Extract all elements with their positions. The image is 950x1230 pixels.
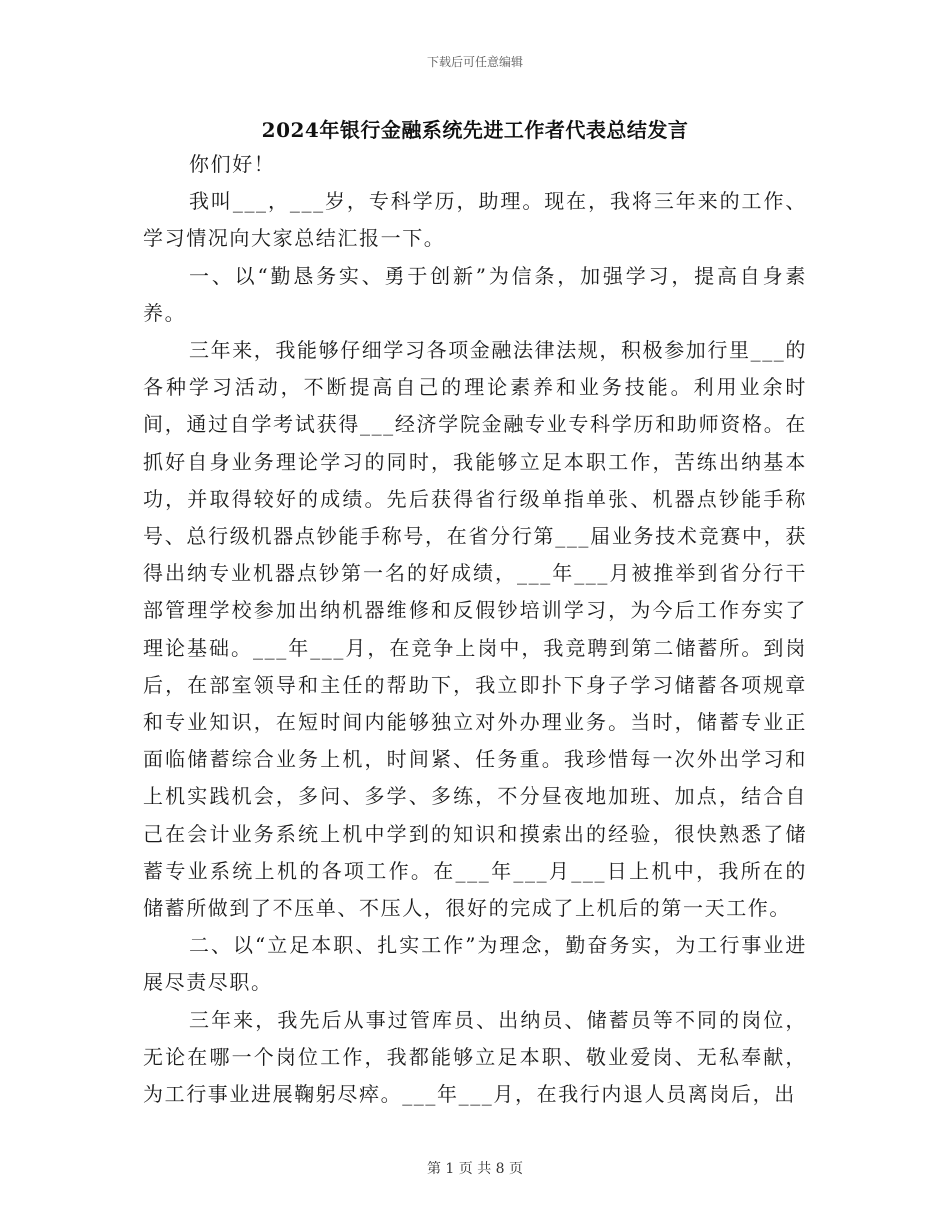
- paragraph-intro: 我叫___，___岁，专科学历，助理。现在，我将三年来的工作、学习情况向大家总结汇报一下。: [143, 189, 807, 251]
- paragraph-heading-two: 二、以“立足本职、扎实工作”为理念，勤奋务实，为工行事业进展尽责尽职。: [143, 933, 807, 995]
- page-number: 第 1 页 共 8 页: [426, 1161, 524, 1177]
- paragraph-positions: 三年来，我先后从事过管库员、出纳员、储蓄员等不同的岗位，无论在哪一个岗位工作，我都能够立足本职、敬业爱岗、无私奉献，为工行事业进展鞠躬尽瘁。___年___月，在我行内退人员离岗后，出: [143, 1007, 807, 1107]
- paragraph-heading-one: 一、以“勤恳务实、勇于创新”为信条，加强学习，提高自身素养。: [143, 263, 807, 325]
- paragraph-learning: 三年来，我能够仔细学习各项金融法律法规，积极参加行里___的各种学习活动，不断提高自己的理论素养和业务技能。利用业余时间，通过自学考试获得___经济学院金融专业专科学历和助师资格。在抓好自身业务理论学习的同时，我能够立足本职工作，苦练出纳基本功，并取得较好的成绩。先后获得省行级单指单张、机器点钞能手称号、总行级机器点钞能手称号，在省分行第___届业务技术竞赛中，获得出纳专业机器点钞第一名的好成绩，___年___月被推举到省分行干部管理学校参加出纳机器维修和反假钞培训学习，为今后工作夯实了理论基础。___年___月，在竞争上岗中，我竞聘到第二储蓄所。到岗后，在部室领导和主任的帮助下，我立即扑下身子学习储蓄各项规章和专业知识，在短时间内能够独立对外办理业务。当时，储蓄专业正面临储蓄综合业务上机，时间紧、任务重。我珍惜每一次外出学习和上机实践机会，多问、多学、多练，不分昼夜地加班、加点，结合自己在会计业务系统上机中学到的知识和摸索出的经验，很快熟悉了储蓄专业系统上机的各项工作。在___年___月___日上机中，我所在的储蓄所做到了不压单、不压人，很好的完成了上机后的第一天工作。: [143, 338, 807, 921]
- paragraph-greeting: 你们好！: [189, 152, 276, 176]
- header-note: 下载后可任意编辑: [426, 55, 523, 69]
- document-body: [143, 146, 807, 1113]
- document-title: 2024年银行金融系统先进工作者代表总结发言: [261, 118, 689, 142]
